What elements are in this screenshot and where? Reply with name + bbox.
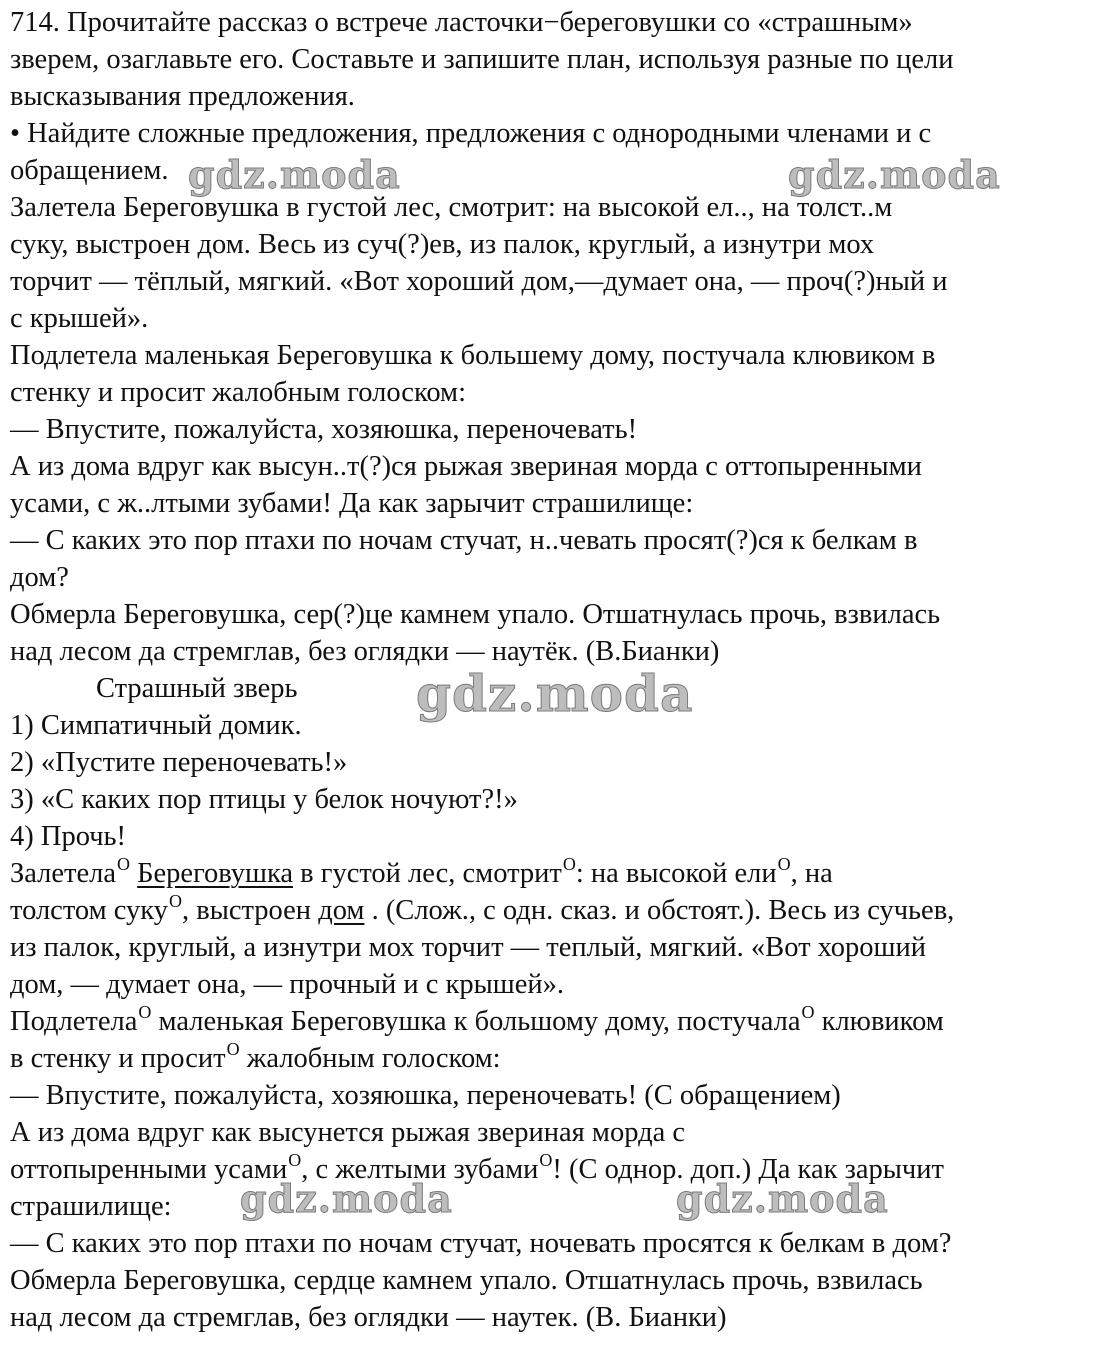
watermark: gdz.moda — [416, 664, 694, 723]
story-line: торчит — тёплый, мягкий. «Вот хороший дом,—думает она, — проч(?)ный и — [10, 266, 948, 297]
analysis-line: из палок, круглый, а изнутри мох торчит — теплый, мягкий. «Вот хороший — [10, 932, 927, 963]
analysis-line: оттопыренными усами$^О$, с желтыми зубами$^О$! (С однор. доп.) Да как зарычит — [10, 1149, 944, 1185]
analysis-line: А из дома вдруг как высунется рыжая звериная морда с — [10, 1117, 685, 1148]
circle-mark: О — [288, 1149, 302, 1170]
circle-mark: О — [777, 853, 791, 874]
story-line: Залетела Береговушка в густой лес, смотрит: на высокой ел.., на толст..м — [10, 192, 893, 223]
circle-mark: О — [801, 1001, 815, 1022]
story-line: — С каких это пор птахи по ночам стучат, н..чевать просят(?)ся к белкам в — [10, 525, 918, 556]
watermark: gdz.moda — [188, 152, 401, 197]
task-line: зверем, озаглавьте его. Составьте и запишите план, используя разные по цели — [10, 44, 954, 75]
circle-mark: О — [169, 890, 182, 911]
circle-mark: О — [539, 1149, 553, 1170]
analysis-line: страшилище: — [10, 1191, 172, 1222]
circle-mark: О — [117, 853, 131, 874]
underlined-subject: Береговушка — [137, 858, 294, 889]
story-line: усами, с ж..лтыми зубами! Да как зарычит страшилище: — [10, 488, 694, 519]
plan-item: 2) «Пустите переночевать!» — [10, 747, 348, 778]
analysis-text: Залетела — [10, 858, 117, 889]
analysis-line: — Впустите, пожалуйста, хозяюшка, переночевать! (С обращением) — [10, 1080, 841, 1111]
plan-item: 3) «С каких пор птицы у белок ночуют?!» — [10, 784, 518, 815]
story-line: с крышей». — [10, 303, 149, 334]
story-line: А из дома вдруг как высун..т(?)ся рыжая звериная морда с оттопыренными — [10, 451, 922, 482]
task-line: обращением. — [10, 155, 169, 186]
story-line: Обмерла Береговушка, сер(?)це камнем упало. Отшатнулась прочь, взвилась — [10, 599, 941, 630]
analysis-line: дом, — думает она, — прочный и с крышей». — [10, 969, 564, 1000]
task-line: 714. Прочитайте рассказ о встрече ласточки−береговушки со «страшным» — [10, 7, 913, 38]
story-line: Подлетела маленькая Береговушка к большему дому, постучала клювиком в — [10, 340, 936, 371]
story-line: суку, выстроен дом. Весь из суч(?)ев, из палок, круглый, а изнутри мох — [10, 229, 875, 260]
watermark: gdz.moda — [676, 1176, 889, 1221]
story-line: — Впустите, пожалуйста, хозяюшка, переночевать! — [10, 414, 638, 445]
task-line: • Найдите сложные предложения, предложения с однородными членами и с — [10, 118, 932, 149]
answer-title: Страшный зверь — [96, 673, 298, 704]
circle-mark: О — [226, 1038, 240, 1059]
watermark: gdz.moda — [788, 152, 1001, 197]
plan-item: 1) Симпатичный домик. — [10, 710, 302, 741]
analysis-line: толстом суку$^О$, выстроен дом . (Слож., с одн. сказ. и обстоят.). Весь из сучьев, — [10, 890, 955, 926]
circle-mark: О — [562, 853, 576, 874]
analysis-line: над лесом да стремглав, без оглядки — наутек. (В. Бианки) — [10, 1302, 727, 1333]
story-line: над лесом да стремглав, без оглядки — наутёк. (В.Бианки) — [10, 636, 720, 667]
underlined-subject: дом — [318, 895, 365, 926]
task-line: высказывания предложения. — [10, 81, 355, 112]
circle-mark: О — [138, 1001, 152, 1022]
watermark: gdz.moda — [240, 1176, 453, 1221]
plan-item: 4) Прочь! — [10, 821, 127, 852]
story-line: дом? — [10, 562, 69, 593]
analysis-line: Залетела$^О$ Береговушка в густой лес, смотрит$^О$: на высокой ели$^О$, на — [10, 853, 833, 889]
analysis-line: Подлетела$^О$ маленькая Береговушка к большому дому, постучала$^О$ клювиком — [10, 1001, 944, 1037]
analysis-line: Обмерла Береговушка, сердце камнем упало. Отшатнулась прочь, взвилась — [10, 1265, 923, 1296]
analysis-line: в стенку и просит$^О$ жалобным голоском: — [10, 1038, 501, 1074]
story-line: стенку и просит жалобным голоском: — [10, 377, 467, 408]
textbook-page — [10, 4, 1090, 1336]
analysis-line: — С каких это пор птахи по ночам стучат, ночевать просятся к белкам в дом? — [10, 1228, 952, 1259]
